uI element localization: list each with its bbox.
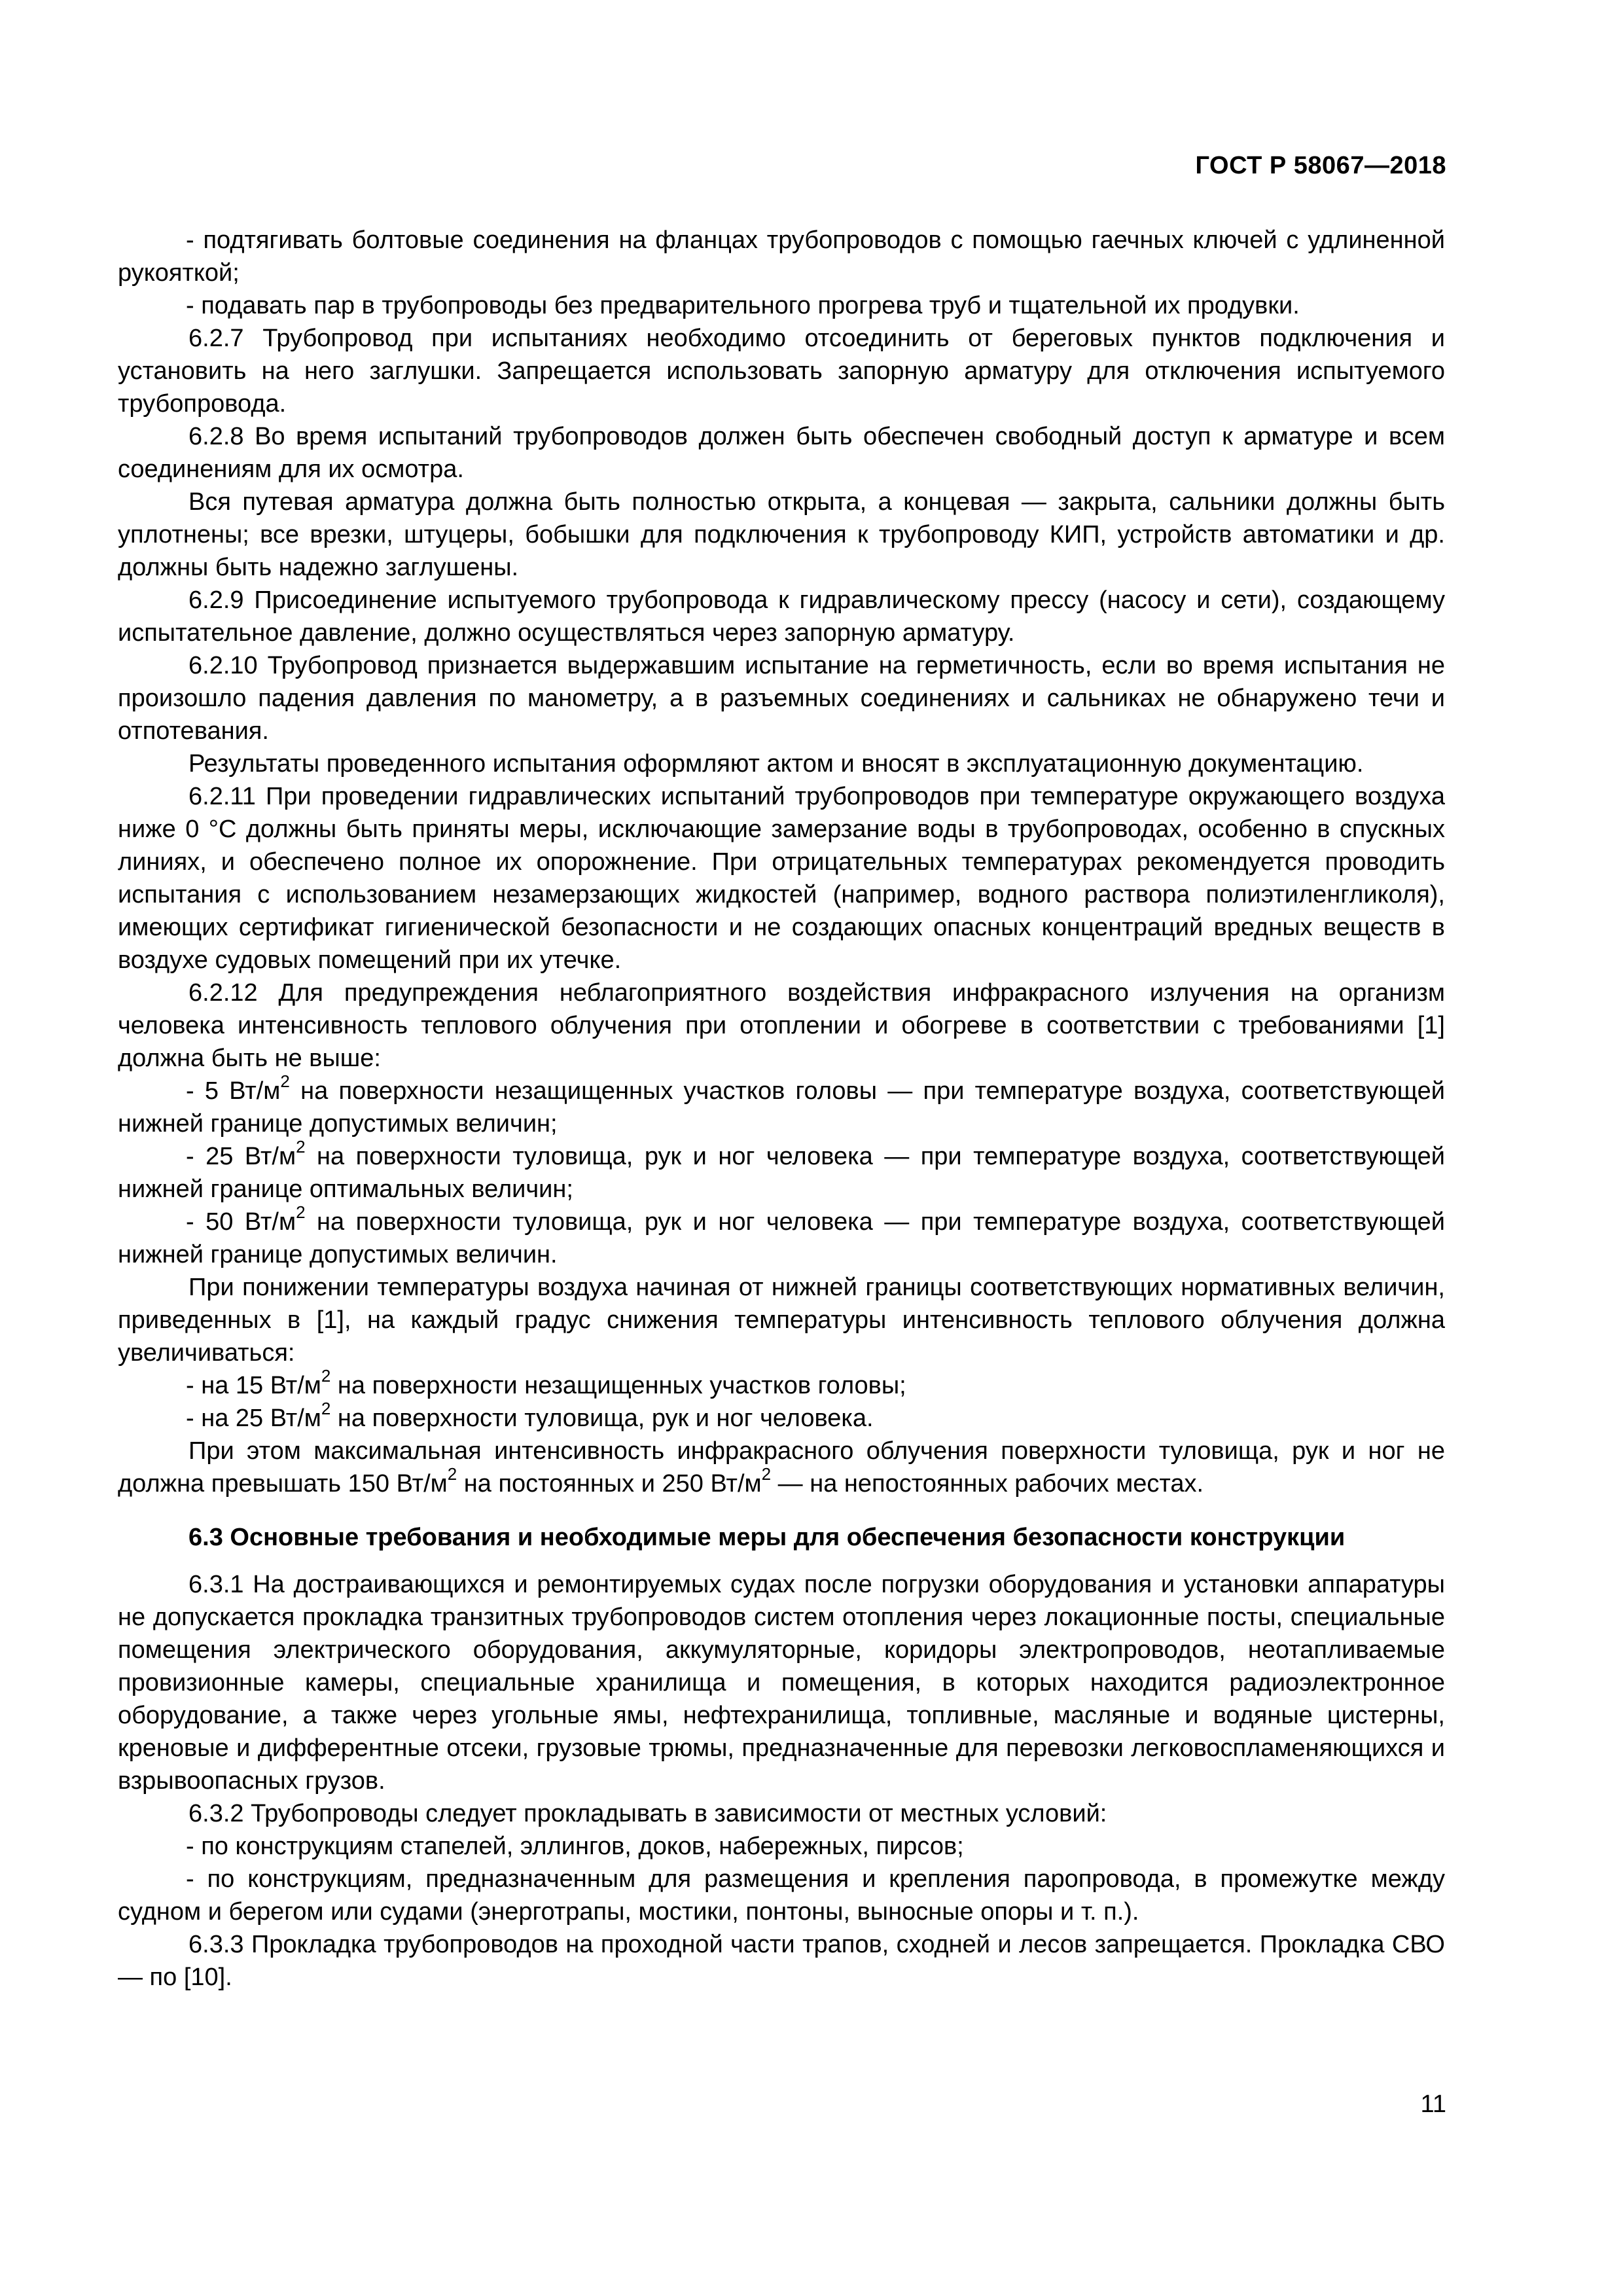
limit-value: - 50 (186, 1208, 245, 1236)
limit-item (118, 1202, 1445, 1271)
unit-power: 2 (321, 1366, 331, 1386)
unit: Вт/м (244, 1143, 296, 1170)
max-intensity-paragraph (118, 1435, 1445, 1500)
list-item: - по конструкциям, предназначенным для размещения и крепления паропровода, в промежутке между судном и берегом или судами (энерготрапы, мостики, понтоны, выносные опоры и т. п.). (118, 1865, 1445, 1926)
unit-power: 2 (321, 1399, 331, 1419)
unit-power: 2 (296, 1137, 306, 1157)
document-body (118, 224, 1445, 1994)
limit-value: - 5 (186, 1077, 230, 1105)
clause-6-3-1: 6.3.1 На достраивающихся и ремонтируемых судах после погрузки оборудования и установки аппаратуры не допускается прокладка транзитных трубопроводов систем отопления через локационные посты, специальные помещения электрического оборудования, аккумуляторные, коридоры электропроводов, неотапливаемые провизионные камеры, специальные хранилища и помещения, в которых находится радиоэлектронное оборудование, а также через угольные ямы, нефтехранилища, топливные, масляные и водяные цистерны, креновые и дифферентные отсеки, грузовые трюмы, предназначенные для перевозки легковоспламеняющихся и взрывоопасных грузов. (118, 1571, 1445, 1795)
unit: Вт/м (229, 1077, 281, 1105)
limit-text: на поверхности туловища, рук и ног человека — при температуре воздуха, соответствующей нижней границе оптимальных величин; (118, 1143, 1445, 1203)
increase-item (118, 1366, 1445, 1402)
increase-value: - на 15 (186, 1372, 270, 1399)
unit-power: 2 (296, 1202, 306, 1223)
section-heading: 6.3 Основные требования и необходимые меры для обеспечения безопасности конструкции (188, 1524, 1346, 1551)
increase-value: - на 25 (186, 1405, 270, 1432)
list-item: - по конструкциям стапелей, эллингов, доков, набережных, пирсов; (186, 1833, 964, 1860)
limit-item (118, 1137, 1445, 1206)
paragraph: При понижении температуры воздуха начиная от нижней границы соответствующих нормативных величин, приведенных в [1], на каждый градус снижения температуры интенсивность теплового облучения должна увеличиваться: (118, 1274, 1445, 1367)
unit: Вт/м (710, 1470, 762, 1498)
limit-item (118, 1071, 1445, 1140)
unit: Вт/м (270, 1372, 321, 1399)
page-number: 11 (1420, 2090, 1446, 2118)
increase-text: на поверхности незащищенных участков головы; (330, 1372, 906, 1399)
text-fragment: — на непостоянных рабочих местах. (771, 1470, 1204, 1498)
paragraph: Результаты проведенного испытания оформляют актом и вносят в эксплуатационную документацию. (188, 750, 1364, 778)
paragraph: - подтягивать болтовые соединения на фланцах трубопроводов с помощью гаечных ключей с удлиненной рукояткой; (118, 226, 1445, 287)
clause-6-2-7: 6.2.7 Трубопровод при испытаниях необходимо отсоединить от береговых пунктов подключения и установить на него заглушки. Запрещается использовать запорную арматуру для отключения испытуемого трубопровода. (118, 325, 1445, 418)
clause-6-2-12: 6.2.12 Для предупреждения неблагоприятного воздействия инфракрасного излучения на организм человека интенсивность теплового облучения при отоплении и обогреве в соответствии с требованиями [1] должна быть не выше: (118, 979, 1445, 1072)
unit: Вт/м (270, 1405, 321, 1432)
paragraph: Вся путевая арматура должна быть полностью открыта, а концевая — закрыта, сальники должны быть уплотнены; все врезки, штуцеры, бобышки для подключения к трубопроводу КИП, устройств автоматики и др. должны быть надежно заглушены. (118, 488, 1445, 581)
unit-power: 2 (761, 1464, 772, 1484)
document-code: ГОСТ Р 58067—2018 (1195, 152, 1446, 179)
increase-item (118, 1399, 1445, 1435)
clause-6-3-3: 6.3.3 Прокладка трубопроводов на проходной части трапов, сходней и лесов запрещается. Прокладка СВО — по [10]. (118, 1931, 1445, 1991)
increase-text: на поверхности туловища, рук и ног человека. (330, 1405, 874, 1432)
paragraph: - подавать пар в трубопроводы без предварительного прогрева труб и тщательной их продувки. (186, 292, 1300, 319)
clause-6-2-11: 6.2.11 При проведении гидравлических испытаний трубопроводов при температуре окружающего воздуха ниже 0 °С должны быть приняты меры, исключающие замерзание воды в трубопроводах, особенно в спускных линиях, и обеспечено полное их опорожнение. При отрицательных температурах рекомендуется проводить испытания с использованием незамерзающих жидкостей (например, водного раствора полиэтиленгликоля), имеющих сертификат гигиенической безопасности и не создающих опасных концентраций вредных веществ в воздухе судовых помещений при их утечке. (118, 783, 1445, 974)
unit-power: 2 (280, 1071, 290, 1092)
clause-6-3-2: 6.3.2 Трубопроводы следует прокладывать в зависимости от местных условий: (188, 1800, 1107, 1827)
limit-text: на поверхности незащищенных участков головы — при температуре воздуха, соответствующей нижней границе допустимых величин; (118, 1077, 1445, 1138)
unit-power: 2 (447, 1464, 457, 1484)
text-fragment: При этом максимальная интенсивность инфракрасного облучения поверхности туловища, рук и ног не должна превышать 150 (118, 1437, 1445, 1498)
clause-6-2-10: 6.2.10 Трубопровод признается выдержавшим испытание на герметичность, если во время испытания не произошло падения давления по манометру, а в разъемных соединениях и сальниках не обнаружено течи и отпотевания. (118, 652, 1445, 745)
unit: Вт/м (396, 1470, 448, 1498)
unit: Вт/м (244, 1208, 296, 1236)
limit-value: - 25 (186, 1143, 245, 1170)
clause-6-2-8: 6.2.8 Во время испытаний трубопроводов должен быть обеспечен свободный доступ к арматуре и всем соединениям для их осмотра. (118, 423, 1445, 483)
text-fragment: на постоянных и 250 (457, 1470, 711, 1498)
clause-6-2-9: 6.2.9 Присоединение испытуемого трубопровода к гидравлическому прессу (насосу и сети), создающему испытательное давление, должно осуществляться через запорную арматуру. (118, 586, 1445, 647)
limit-text: на поверхности туловища, рук и ног человека — при температуре воздуха, соответствующей нижней границе допустимых величин. (118, 1208, 1445, 1268)
